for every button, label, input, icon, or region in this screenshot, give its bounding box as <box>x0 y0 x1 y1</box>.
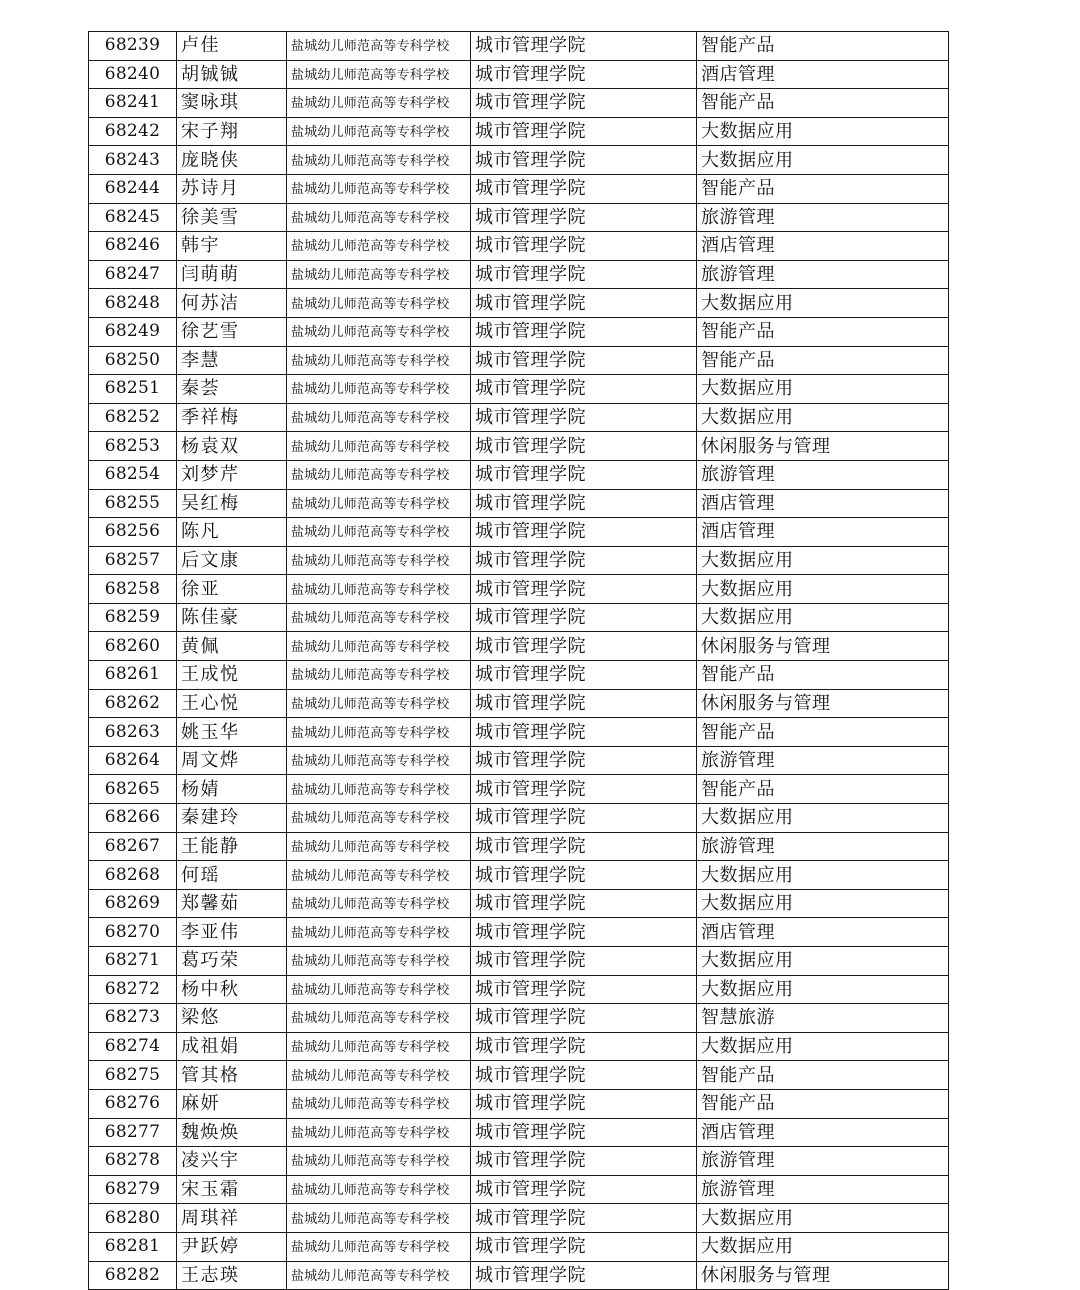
school-cell: 盐城幼儿师范高等专科学校 <box>287 804 471 833</box>
college-cell: 城市管理学院 <box>471 146 697 175</box>
student-name-cell: 秦荟 <box>177 375 287 404</box>
table-row <box>89 375 949 404</box>
major-cell: 旅游管理 <box>697 460 949 489</box>
student-id-cell: 68264 <box>89 746 177 775</box>
student-name-cell: 苏诗月 <box>177 174 287 203</box>
college-cell: 城市管理学院 <box>471 89 697 118</box>
table-row <box>89 146 949 175</box>
major-cell: 旅游管理 <box>697 260 949 289</box>
student-name-cell: 后文康 <box>177 546 287 575</box>
student-name-cell: 胡铖铖 <box>177 60 287 89</box>
school-cell: 盐城幼儿师范高等专科学校 <box>287 546 471 575</box>
school-cell: 盐城幼儿师范高等专科学校 <box>287 117 471 146</box>
college-cell: 城市管理学院 <box>471 1004 697 1033</box>
college-cell: 城市管理学院 <box>471 1118 697 1147</box>
student-id-cell: 68254 <box>89 460 177 489</box>
college-cell: 城市管理学院 <box>471 661 697 690</box>
table-row <box>89 632 949 661</box>
school-cell: 盐城幼儿师范高等专科学校 <box>287 1204 471 1233</box>
college-cell: 城市管理学院 <box>471 1175 697 1204</box>
major-cell: 酒店管理 <box>697 489 949 518</box>
table-row <box>89 32 949 61</box>
student-name-cell: 徐艺雪 <box>177 317 287 346</box>
student-id-cell: 68267 <box>89 832 177 861</box>
table-row <box>89 260 949 289</box>
school-cell: 盐城幼儿师范高等专科学校 <box>287 832 471 861</box>
college-cell: 城市管理学院 <box>471 861 697 890</box>
major-cell: 智能产品 <box>697 346 949 375</box>
major-cell: 旅游管理 <box>697 746 949 775</box>
table-row <box>89 232 949 261</box>
table-row <box>89 1204 949 1233</box>
student-name-cell: 麻妍 <box>177 1089 287 1118</box>
college-cell: 城市管理学院 <box>471 1032 697 1061</box>
school-cell: 盐城幼儿师范高等专科学校 <box>287 174 471 203</box>
table-row <box>89 1032 949 1061</box>
student-id-cell: 68266 <box>89 804 177 833</box>
school-cell: 盐城幼儿师范高等专科学校 <box>287 146 471 175</box>
major-cell: 休闲服务与管理 <box>697 1261 949 1290</box>
table-row <box>89 60 949 89</box>
student-id-cell: 68245 <box>89 203 177 232</box>
major-cell: 酒店管理 <box>697 918 949 947</box>
major-cell: 大数据应用 <box>697 1232 949 1261</box>
student-id-cell: 68241 <box>89 89 177 118</box>
table-row <box>89 832 949 861</box>
student-id-cell: 68276 <box>89 1089 177 1118</box>
college-cell: 城市管理学院 <box>471 203 697 232</box>
student-name-cell: 何苏洁 <box>177 289 287 318</box>
college-cell: 城市管理学院 <box>471 1061 697 1090</box>
major-cell: 智能产品 <box>697 174 949 203</box>
student-name-cell: 管其格 <box>177 1061 287 1090</box>
student-id-cell: 68279 <box>89 1175 177 1204</box>
college-cell: 城市管理学院 <box>471 1261 697 1290</box>
college-cell: 城市管理学院 <box>471 518 697 547</box>
student-name-cell: 杨婧 <box>177 775 287 804</box>
major-cell: 智能产品 <box>697 32 949 61</box>
student-name-cell: 姚玉华 <box>177 718 287 747</box>
student-id-cell: 68261 <box>89 661 177 690</box>
table-row <box>89 575 949 604</box>
school-cell: 盐城幼儿师范高等专科学校 <box>287 203 471 232</box>
table-row <box>89 661 949 690</box>
student-name-cell: 季祥梅 <box>177 403 287 432</box>
school-cell: 盐城幼儿师范高等专科学校 <box>287 918 471 947</box>
table-row <box>89 947 949 976</box>
student-id-cell: 68252 <box>89 403 177 432</box>
student-id-cell: 68270 <box>89 918 177 947</box>
major-cell: 大数据应用 <box>697 1204 949 1233</box>
student-name-cell: 李亚伟 <box>177 918 287 947</box>
school-cell: 盐城幼儿师范高等专科学校 <box>287 432 471 461</box>
table-row <box>89 1118 949 1147</box>
school-cell: 盐城幼儿师范高等专科学校 <box>287 346 471 375</box>
student-id-cell: 68242 <box>89 117 177 146</box>
college-cell: 城市管理学院 <box>471 403 697 432</box>
student-id-cell: 68277 <box>89 1118 177 1147</box>
college-cell: 城市管理学院 <box>471 489 697 518</box>
student-name-cell: 葛巧荣 <box>177 947 287 976</box>
college-cell: 城市管理学院 <box>471 60 697 89</box>
roster-body <box>89 32 949 1290</box>
school-cell: 盐城幼儿师范高等专科学校 <box>287 718 471 747</box>
major-cell: 大数据应用 <box>697 603 949 632</box>
school-cell: 盐城幼儿师范高等专科学校 <box>287 1175 471 1204</box>
school-cell: 盐城幼儿师范高等专科学校 <box>287 975 471 1004</box>
student-id-cell: 68258 <box>89 575 177 604</box>
table-row <box>89 1261 949 1290</box>
college-cell: 城市管理学院 <box>471 1089 697 1118</box>
student-name-cell: 韩宇 <box>177 232 287 261</box>
student-name-cell: 宋子翔 <box>177 117 287 146</box>
student-id-cell: 68255 <box>89 489 177 518</box>
student-id-cell: 68265 <box>89 775 177 804</box>
student-id-cell: 68256 <box>89 518 177 547</box>
student-id-cell: 68275 <box>89 1061 177 1090</box>
major-cell: 酒店管理 <box>697 1118 949 1147</box>
student-id-cell: 68249 <box>89 317 177 346</box>
college-cell: 城市管理学院 <box>471 603 697 632</box>
major-cell: 智慧旅游 <box>697 1004 949 1033</box>
major-cell: 旅游管理 <box>697 1147 949 1176</box>
student-name-cell: 闫萌萌 <box>177 260 287 289</box>
major-cell: 休闲服务与管理 <box>697 432 949 461</box>
school-cell: 盐城幼儿师范高等专科学校 <box>287 1118 471 1147</box>
table-row <box>89 317 949 346</box>
student-name-cell: 陈佳豪 <box>177 603 287 632</box>
student-name-cell: 周琪祥 <box>177 1204 287 1233</box>
table-row <box>89 861 949 890</box>
table-row <box>89 432 949 461</box>
major-cell: 智能产品 <box>697 1089 949 1118</box>
student-name-cell: 秦建玲 <box>177 804 287 833</box>
school-cell: 盐城幼儿师范高等专科学校 <box>287 1089 471 1118</box>
school-cell: 盐城幼儿师范高等专科学校 <box>287 1004 471 1033</box>
school-cell: 盐城幼儿师范高等专科学校 <box>287 861 471 890</box>
college-cell: 城市管理学院 <box>471 260 697 289</box>
major-cell: 大数据应用 <box>697 146 949 175</box>
student-id-cell: 68271 <box>89 947 177 976</box>
school-cell: 盐城幼儿师范高等专科学校 <box>287 775 471 804</box>
major-cell: 智能产品 <box>697 1061 949 1090</box>
table-row <box>89 460 949 489</box>
college-cell: 城市管理学院 <box>471 889 697 918</box>
student-id-cell: 68251 <box>89 375 177 404</box>
major-cell: 大数据应用 <box>697 947 949 976</box>
table-row <box>89 1061 949 1090</box>
table-row <box>89 775 949 804</box>
student-id-cell: 68250 <box>89 346 177 375</box>
student-id-cell: 68248 <box>89 289 177 318</box>
school-cell: 盐城幼儿师范高等专科学校 <box>287 575 471 604</box>
major-cell: 旅游管理 <box>697 832 949 861</box>
college-cell: 城市管理学院 <box>471 575 697 604</box>
student-name-cell: 李慧 <box>177 346 287 375</box>
student-id-cell: 68272 <box>89 975 177 1004</box>
table-row <box>89 117 949 146</box>
student-name-cell: 何瑶 <box>177 861 287 890</box>
student-name-cell: 魏焕焕 <box>177 1118 287 1147</box>
table-row <box>89 403 949 432</box>
table-row <box>89 203 949 232</box>
college-cell: 城市管理学院 <box>471 718 697 747</box>
table-row <box>89 174 949 203</box>
major-cell: 大数据应用 <box>697 975 949 1004</box>
college-cell: 城市管理学院 <box>471 317 697 346</box>
student-name-cell: 庞晓侠 <box>177 146 287 175</box>
student-id-cell: 68259 <box>89 603 177 632</box>
major-cell: 大数据应用 <box>697 546 949 575</box>
college-cell: 城市管理学院 <box>471 432 697 461</box>
major-cell: 大数据应用 <box>697 575 949 604</box>
table-row <box>89 889 949 918</box>
major-cell: 大数据应用 <box>697 289 949 318</box>
student-id-cell: 68260 <box>89 632 177 661</box>
school-cell: 盐城幼儿师范高等专科学校 <box>287 460 471 489</box>
college-cell: 城市管理学院 <box>471 346 697 375</box>
student-id-cell: 68262 <box>89 689 177 718</box>
student-name-cell: 徐美雪 <box>177 203 287 232</box>
major-cell: 休闲服务与管理 <box>697 689 949 718</box>
student-name-cell: 卢佳 <box>177 32 287 61</box>
student-name-cell: 成祖娟 <box>177 1032 287 1061</box>
student-id-cell: 68240 <box>89 60 177 89</box>
table-row <box>89 746 949 775</box>
college-cell: 城市管理学院 <box>471 232 697 261</box>
student-id-cell: 68239 <box>89 32 177 61</box>
table-row <box>89 1232 949 1261</box>
student-id-cell: 68273 <box>89 1004 177 1033</box>
college-cell: 城市管理学院 <box>471 689 697 718</box>
school-cell: 盐城幼儿师范高等专科学校 <box>287 1061 471 1090</box>
student-id-cell: 68282 <box>89 1261 177 1290</box>
college-cell: 城市管理学院 <box>471 975 697 1004</box>
school-cell: 盐城幼儿师范高等专科学校 <box>287 746 471 775</box>
table-row <box>89 975 949 1004</box>
table-row <box>89 603 949 632</box>
college-cell: 城市管理学院 <box>471 1147 697 1176</box>
major-cell: 酒店管理 <box>697 518 949 547</box>
student-id-cell: 68274 <box>89 1032 177 1061</box>
college-cell: 城市管理学院 <box>471 775 697 804</box>
student-name-cell: 杨袁双 <box>177 432 287 461</box>
table-row <box>89 346 949 375</box>
school-cell: 盐城幼儿师范高等专科学校 <box>287 60 471 89</box>
college-cell: 城市管理学院 <box>471 1204 697 1233</box>
school-cell: 盐城幼儿师范高等专科学校 <box>287 260 471 289</box>
college-cell: 城市管理学院 <box>471 918 697 947</box>
college-cell: 城市管理学院 <box>471 1232 697 1261</box>
student-name-cell: 周文烨 <box>177 746 287 775</box>
college-cell: 城市管理学院 <box>471 746 697 775</box>
major-cell: 智能产品 <box>697 718 949 747</box>
student-name-cell: 郑馨茹 <box>177 889 287 918</box>
table-row <box>89 89 949 118</box>
student-id-cell: 68263 <box>89 718 177 747</box>
school-cell: 盐城幼儿师范高等专科学校 <box>287 518 471 547</box>
college-cell: 城市管理学院 <box>471 546 697 575</box>
school-cell: 盐城幼儿师范高等专科学校 <box>287 661 471 690</box>
table-row <box>89 718 949 747</box>
school-cell: 盐城幼儿师范高等专科学校 <box>287 489 471 518</box>
school-cell: 盐城幼儿师范高等专科学校 <box>287 689 471 718</box>
college-cell: 城市管理学院 <box>471 632 697 661</box>
table-row <box>89 1175 949 1204</box>
major-cell: 智能产品 <box>697 89 949 118</box>
school-cell: 盐城幼儿师范高等专科学校 <box>287 1147 471 1176</box>
major-cell: 休闲服务与管理 <box>697 632 949 661</box>
student-id-cell: 68280 <box>89 1204 177 1233</box>
student-name-cell: 王志瑛 <box>177 1261 287 1290</box>
student-id-cell: 68268 <box>89 861 177 890</box>
table-row <box>89 546 949 575</box>
student-id-cell: 68247 <box>89 260 177 289</box>
major-cell: 旅游管理 <box>697 1175 949 1204</box>
college-cell: 城市管理学院 <box>471 32 697 61</box>
major-cell: 酒店管理 <box>697 60 949 89</box>
school-cell: 盐城幼儿师范高等专科学校 <box>287 1261 471 1290</box>
major-cell: 旅游管理 <box>697 203 949 232</box>
college-cell: 城市管理学院 <box>471 947 697 976</box>
college-cell: 城市管理学院 <box>471 117 697 146</box>
major-cell: 大数据应用 <box>697 117 949 146</box>
table-row <box>89 1147 949 1176</box>
school-cell: 盐城幼儿师范高等专科学校 <box>287 289 471 318</box>
student-name-cell: 窦咏琪 <box>177 89 287 118</box>
major-cell: 大数据应用 <box>697 375 949 404</box>
student-id-cell: 68269 <box>89 889 177 918</box>
student-name-cell: 徐亚 <box>177 575 287 604</box>
school-cell: 盐城幼儿师范高等专科学校 <box>287 32 471 61</box>
student-name-cell: 陈凡 <box>177 518 287 547</box>
table-row <box>89 804 949 833</box>
school-cell: 盐城幼儿师范高等专科学校 <box>287 632 471 661</box>
student-name-cell: 尹跃婷 <box>177 1232 287 1261</box>
school-cell: 盐城幼儿师范高等专科学校 <box>287 317 471 346</box>
college-cell: 城市管理学院 <box>471 174 697 203</box>
student-id-cell: 68244 <box>89 174 177 203</box>
student-id-cell: 68246 <box>89 232 177 261</box>
college-cell: 城市管理学院 <box>471 804 697 833</box>
college-cell: 城市管理学院 <box>471 289 697 318</box>
college-cell: 城市管理学院 <box>471 375 697 404</box>
school-cell: 盐城幼儿师范高等专科学校 <box>287 1232 471 1261</box>
college-cell: 城市管理学院 <box>471 460 697 489</box>
student-name-cell: 王心悦 <box>177 689 287 718</box>
student-id-cell: 68278 <box>89 1147 177 1176</box>
major-cell: 大数据应用 <box>697 889 949 918</box>
school-cell: 盐城幼儿师范高等专科学校 <box>287 947 471 976</box>
major-cell: 大数据应用 <box>697 1032 949 1061</box>
student-name-cell: 王成悦 <box>177 661 287 690</box>
school-cell: 盐城幼儿师范高等专科学校 <box>287 603 471 632</box>
table-row <box>89 518 949 547</box>
major-cell: 智能产品 <box>697 317 949 346</box>
table-row <box>89 289 949 318</box>
student-name-cell: 黄佩 <box>177 632 287 661</box>
school-cell: 盐城幼儿师范高等专科学校 <box>287 375 471 404</box>
student-name-cell: 刘梦芹 <box>177 460 287 489</box>
school-cell: 盐城幼儿师范高等专科学校 <box>287 89 471 118</box>
student-id-cell: 68243 <box>89 146 177 175</box>
major-cell: 智能产品 <box>697 661 949 690</box>
major-cell: 大数据应用 <box>697 804 949 833</box>
school-cell: 盐城幼儿师范高等专科学校 <box>287 403 471 432</box>
major-cell: 大数据应用 <box>697 861 949 890</box>
student-name-cell: 王能静 <box>177 832 287 861</box>
student-id-cell: 68257 <box>89 546 177 575</box>
table-row <box>89 489 949 518</box>
student-name-cell: 凌兴宇 <box>177 1147 287 1176</box>
school-cell: 盐城幼儿师范高等专科学校 <box>287 232 471 261</box>
school-cell: 盐城幼儿师范高等专科学校 <box>287 889 471 918</box>
school-cell: 盐城幼儿师范高等专科学校 <box>287 1032 471 1061</box>
student-id-cell: 68281 <box>89 1232 177 1261</box>
student-name-cell: 杨中秋 <box>177 975 287 1004</box>
college-cell: 城市管理学院 <box>471 832 697 861</box>
table-row <box>89 918 949 947</box>
table-row <box>89 689 949 718</box>
student-roster-table <box>88 31 949 1290</box>
student-name-cell: 宋玉霜 <box>177 1175 287 1204</box>
student-name-cell: 梁悠 <box>177 1004 287 1033</box>
student-name-cell: 吴红梅 <box>177 489 287 518</box>
student-id-cell: 68253 <box>89 432 177 461</box>
major-cell: 酒店管理 <box>697 232 949 261</box>
major-cell: 智能产品 <box>697 775 949 804</box>
table-row <box>89 1089 949 1118</box>
table-row <box>89 1004 949 1033</box>
major-cell: 大数据应用 <box>697 403 949 432</box>
